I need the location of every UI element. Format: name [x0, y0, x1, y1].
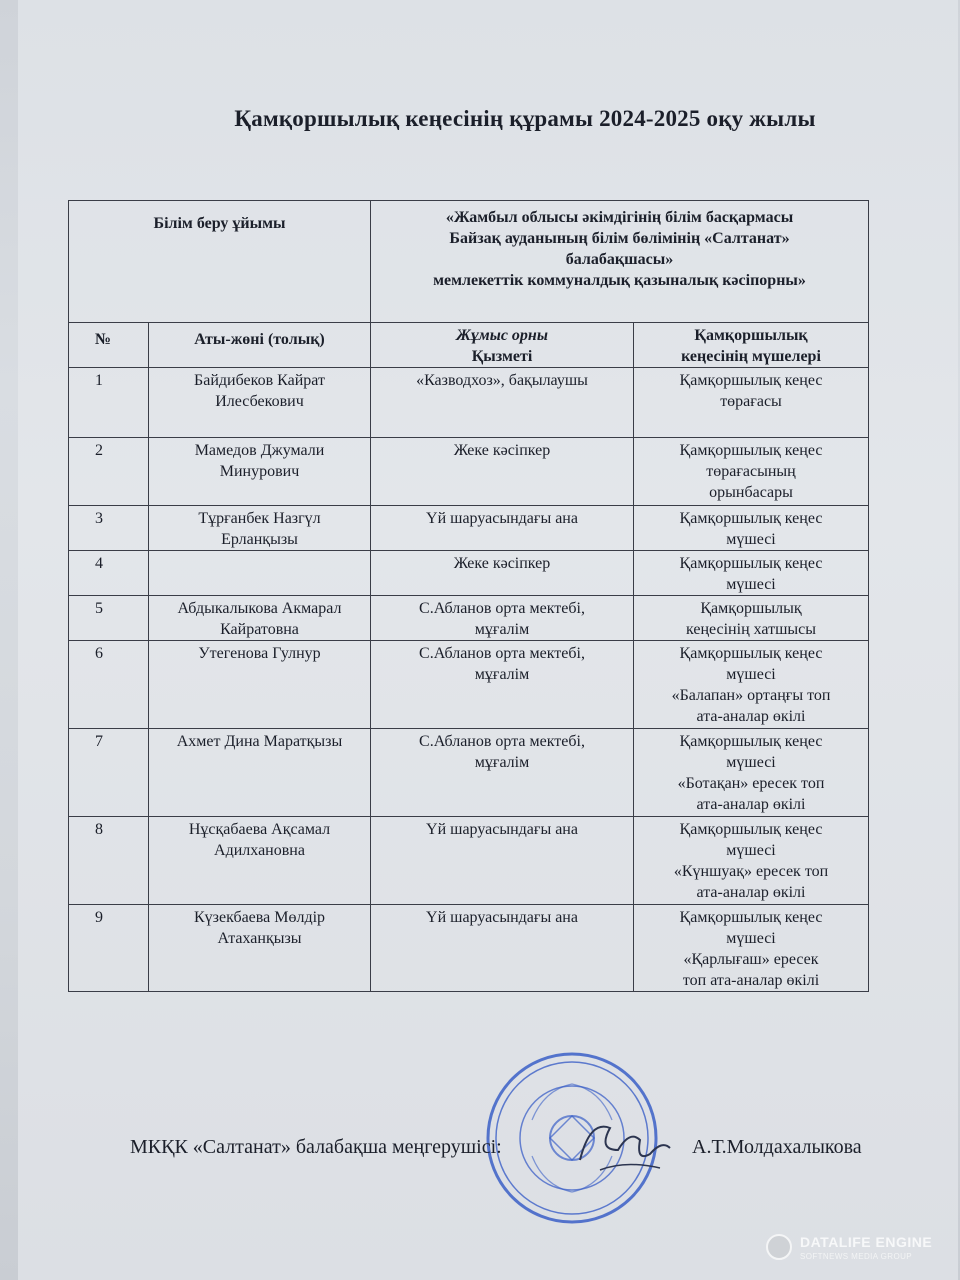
- row-number: 4: [69, 551, 149, 596]
- column-header-row: [69, 323, 869, 368]
- member-name: Нұсқабаева Ақсамал Адилхановна: [149, 817, 371, 905]
- member-workplace: С.Абланов орта мектебі, мұғалім: [371, 596, 634, 641]
- member-role: Қамқоршылық кеңес мүшесі: [634, 506, 869, 551]
- footer-position: МКҚК «Салтанат» балабақша меңгерушісі:: [130, 1136, 502, 1158]
- col-header-num: №: [69, 323, 149, 368]
- col-header-name: Аты-жөні (толық): [149, 323, 371, 368]
- member-name: [149, 551, 371, 596]
- member-workplace: С.Абланов орта мектебі, мұғалім: [371, 729, 634, 817]
- org-row: [69, 201, 869, 323]
- table-row: [69, 817, 869, 905]
- member-role: Қамқоршылық кеңес мүшесі «Балапан» ортаңғы топ ата-аналар өкілі: [634, 641, 869, 729]
- member-role: Қамқоршылық кеңес мүшесі «Күншуақ» ересек топ ата-аналар өкілі: [634, 817, 869, 905]
- col-header-work: Жұмыс орны Қызметі: [371, 323, 634, 368]
- table-row: [69, 596, 869, 641]
- member-workplace: С.Абланов орта мектебі, мұғалім: [371, 641, 634, 729]
- member-role: Қамқоршылық кеңес төрағасы: [634, 368, 869, 438]
- row-number: 7: [69, 729, 149, 817]
- row-number: 6: [69, 641, 149, 729]
- document-title: Қамқоршылық кеңесінің құрамы 2024-2025 оқу жылы: [234, 106, 816, 131]
- member-workplace: Үй шаруасындағы ана: [371, 817, 634, 905]
- table-row: [69, 506, 869, 551]
- council-table: [68, 200, 869, 992]
- member-role: Қамқоршылық кеңесінің хатшысы: [634, 596, 869, 641]
- row-number: 5: [69, 596, 149, 641]
- member-role: Қамқоршылық кеңес төрағасының орынбасары: [634, 438, 869, 506]
- table-row: [69, 905, 869, 992]
- member-workplace: Үй шаруасындағы ана: [371, 905, 634, 992]
- row-number: 2: [69, 438, 149, 506]
- table-row: [69, 368, 869, 438]
- watermark: [766, 1232, 946, 1266]
- watermark-title: DATALIFE ENGINE: [800, 1234, 933, 1250]
- table-row: [69, 641, 869, 729]
- member-role: Қамқоршылық кеңес мүшесі «Ботақан» ересек топ ата-аналар өкілі: [634, 729, 869, 817]
- member-workplace: Жеке кәсіпкер: [371, 551, 634, 596]
- member-workplace: Үй шаруасындағы ана: [371, 506, 634, 551]
- row-number: 3: [69, 506, 149, 551]
- col-header-role: Қамқоршылық кеңесінің мүшелері: [634, 323, 869, 368]
- member-name: Ахмет Дина Маратқызы: [149, 729, 371, 817]
- row-number: 9: [69, 905, 149, 992]
- member-name: Мамедов Джумали Минурович: [149, 438, 371, 506]
- table-row: [69, 551, 869, 596]
- member-name: Утегенова Гулнур: [149, 641, 371, 729]
- watermark-subtitle: SOFTNEWS MEDIA GROUP: [800, 1252, 913, 1261]
- member-name: Байдибеков Кайрат Илесбекович: [149, 368, 371, 438]
- org-name: «Жамбыл облысы әкімдігінің білім басқармасы Байзақ ауданының білім бөлімінің «Салтанат» балабақшасы» мемлекеттік коммуналдық қазыналық кәсіпорны»: [371, 201, 869, 323]
- member-name: Абдыкалыкова Акмарал Кайратовна: [149, 596, 371, 641]
- watermark-logo-icon: [766, 1234, 792, 1260]
- table-row: [69, 438, 869, 506]
- table-row: [69, 729, 869, 817]
- row-number: 8: [69, 817, 149, 905]
- member-role: Қамқоршылық кеңес мүшесі «Қарлығаш» ересек топ ата-аналар өкілі: [634, 905, 869, 992]
- member-role: Қамқоршылық кеңес мүшесі: [634, 551, 869, 596]
- member-workplace: Жеке кәсіпкер: [371, 438, 634, 506]
- signature: [570, 1110, 680, 1180]
- member-name: Тұрғанбек Назгүл Ерланқызы: [149, 506, 371, 551]
- footer-signatory: А.Т.Молдахалыкова: [692, 1136, 862, 1158]
- member-name: Күзекбаева Мөлдір Атаханқызы: [149, 905, 371, 992]
- row-number: 1: [69, 368, 149, 438]
- member-workplace: «Казводхоз», бақылаушы: [371, 368, 634, 438]
- org-label: Білім беру ұйымы: [69, 201, 371, 323]
